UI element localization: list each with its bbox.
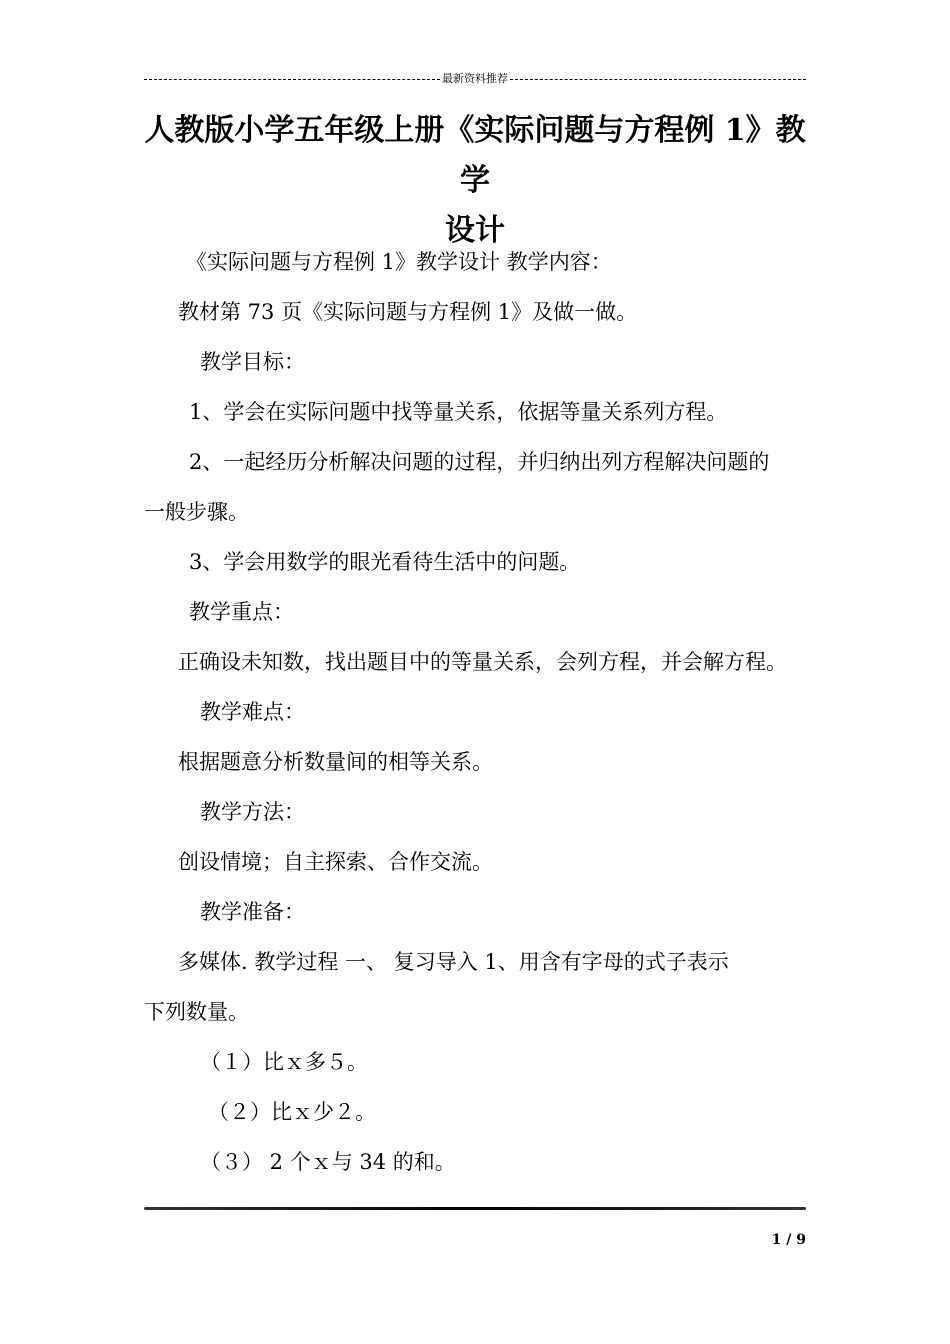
exercise-item-2: （２）比ｘ少２。 bbox=[208, 1100, 376, 1124]
page-number: 1 / 9 bbox=[771, 1232, 806, 1248]
header-dash-right bbox=[510, 79, 806, 80]
objective-1: 1、学会在实际问题中找等量关系，依据等量关系列方程。 bbox=[189, 400, 728, 424]
title-line-1: 人教版小学五年级上册《实际问题与方程例 1》教学 bbox=[144, 113, 806, 198]
document-title bbox=[144, 106, 806, 256]
header-label: 最新资料推荐 bbox=[442, 72, 508, 85]
header-dash-left bbox=[144, 79, 440, 80]
difficulties-text: 根据题意分析数量间的相等关系。 bbox=[178, 750, 493, 774]
title-line-2: 设计 bbox=[445, 213, 505, 248]
heading-preparation: 教学准备： bbox=[200, 900, 305, 924]
footer-divider bbox=[144, 1207, 806, 1210]
exercise-item-3: （３） 2 个ｘ与 34 的和。 bbox=[200, 1150, 456, 1174]
heading-methods: 教学方法： bbox=[200, 800, 305, 824]
exercise-item-1: （１）比ｘ多５。 bbox=[200, 1050, 368, 1074]
objective-2: 2、一起经历分析解决问题的过程，并归纳出列方程解决问题的 bbox=[189, 450, 770, 474]
paragraph-content-intro: 《实际问题与方程例 1》教学设计 教学内容： bbox=[186, 250, 612, 274]
heading-objectives: 教学目标： bbox=[200, 350, 305, 374]
objective-3: 3、学会用数学的眼光看待生活中的问题。 bbox=[189, 550, 581, 574]
objective-2-continued: 一般步骤。 bbox=[144, 500, 249, 524]
page-header bbox=[144, 72, 806, 86]
methods-text: 创设情境；自主探索、合作交流。 bbox=[178, 850, 493, 874]
key-points-text: 正确设未知数，找出题目中的等量关系，会列方程，并会解方程。 bbox=[178, 650, 787, 674]
process-continued: 下列数量。 bbox=[144, 1000, 249, 1024]
heading-key-points: 教学重点： bbox=[189, 600, 294, 624]
heading-difficulties: 教学难点： bbox=[200, 700, 305, 724]
paragraph-textbook-ref: 教材第 73 页《实际问题与方程例 1》及做一做。 bbox=[178, 300, 638, 324]
preparation-and-process: 多媒体. 教学过程 一、 复习导入 1、用含有字母的式子表示 bbox=[178, 950, 729, 974]
